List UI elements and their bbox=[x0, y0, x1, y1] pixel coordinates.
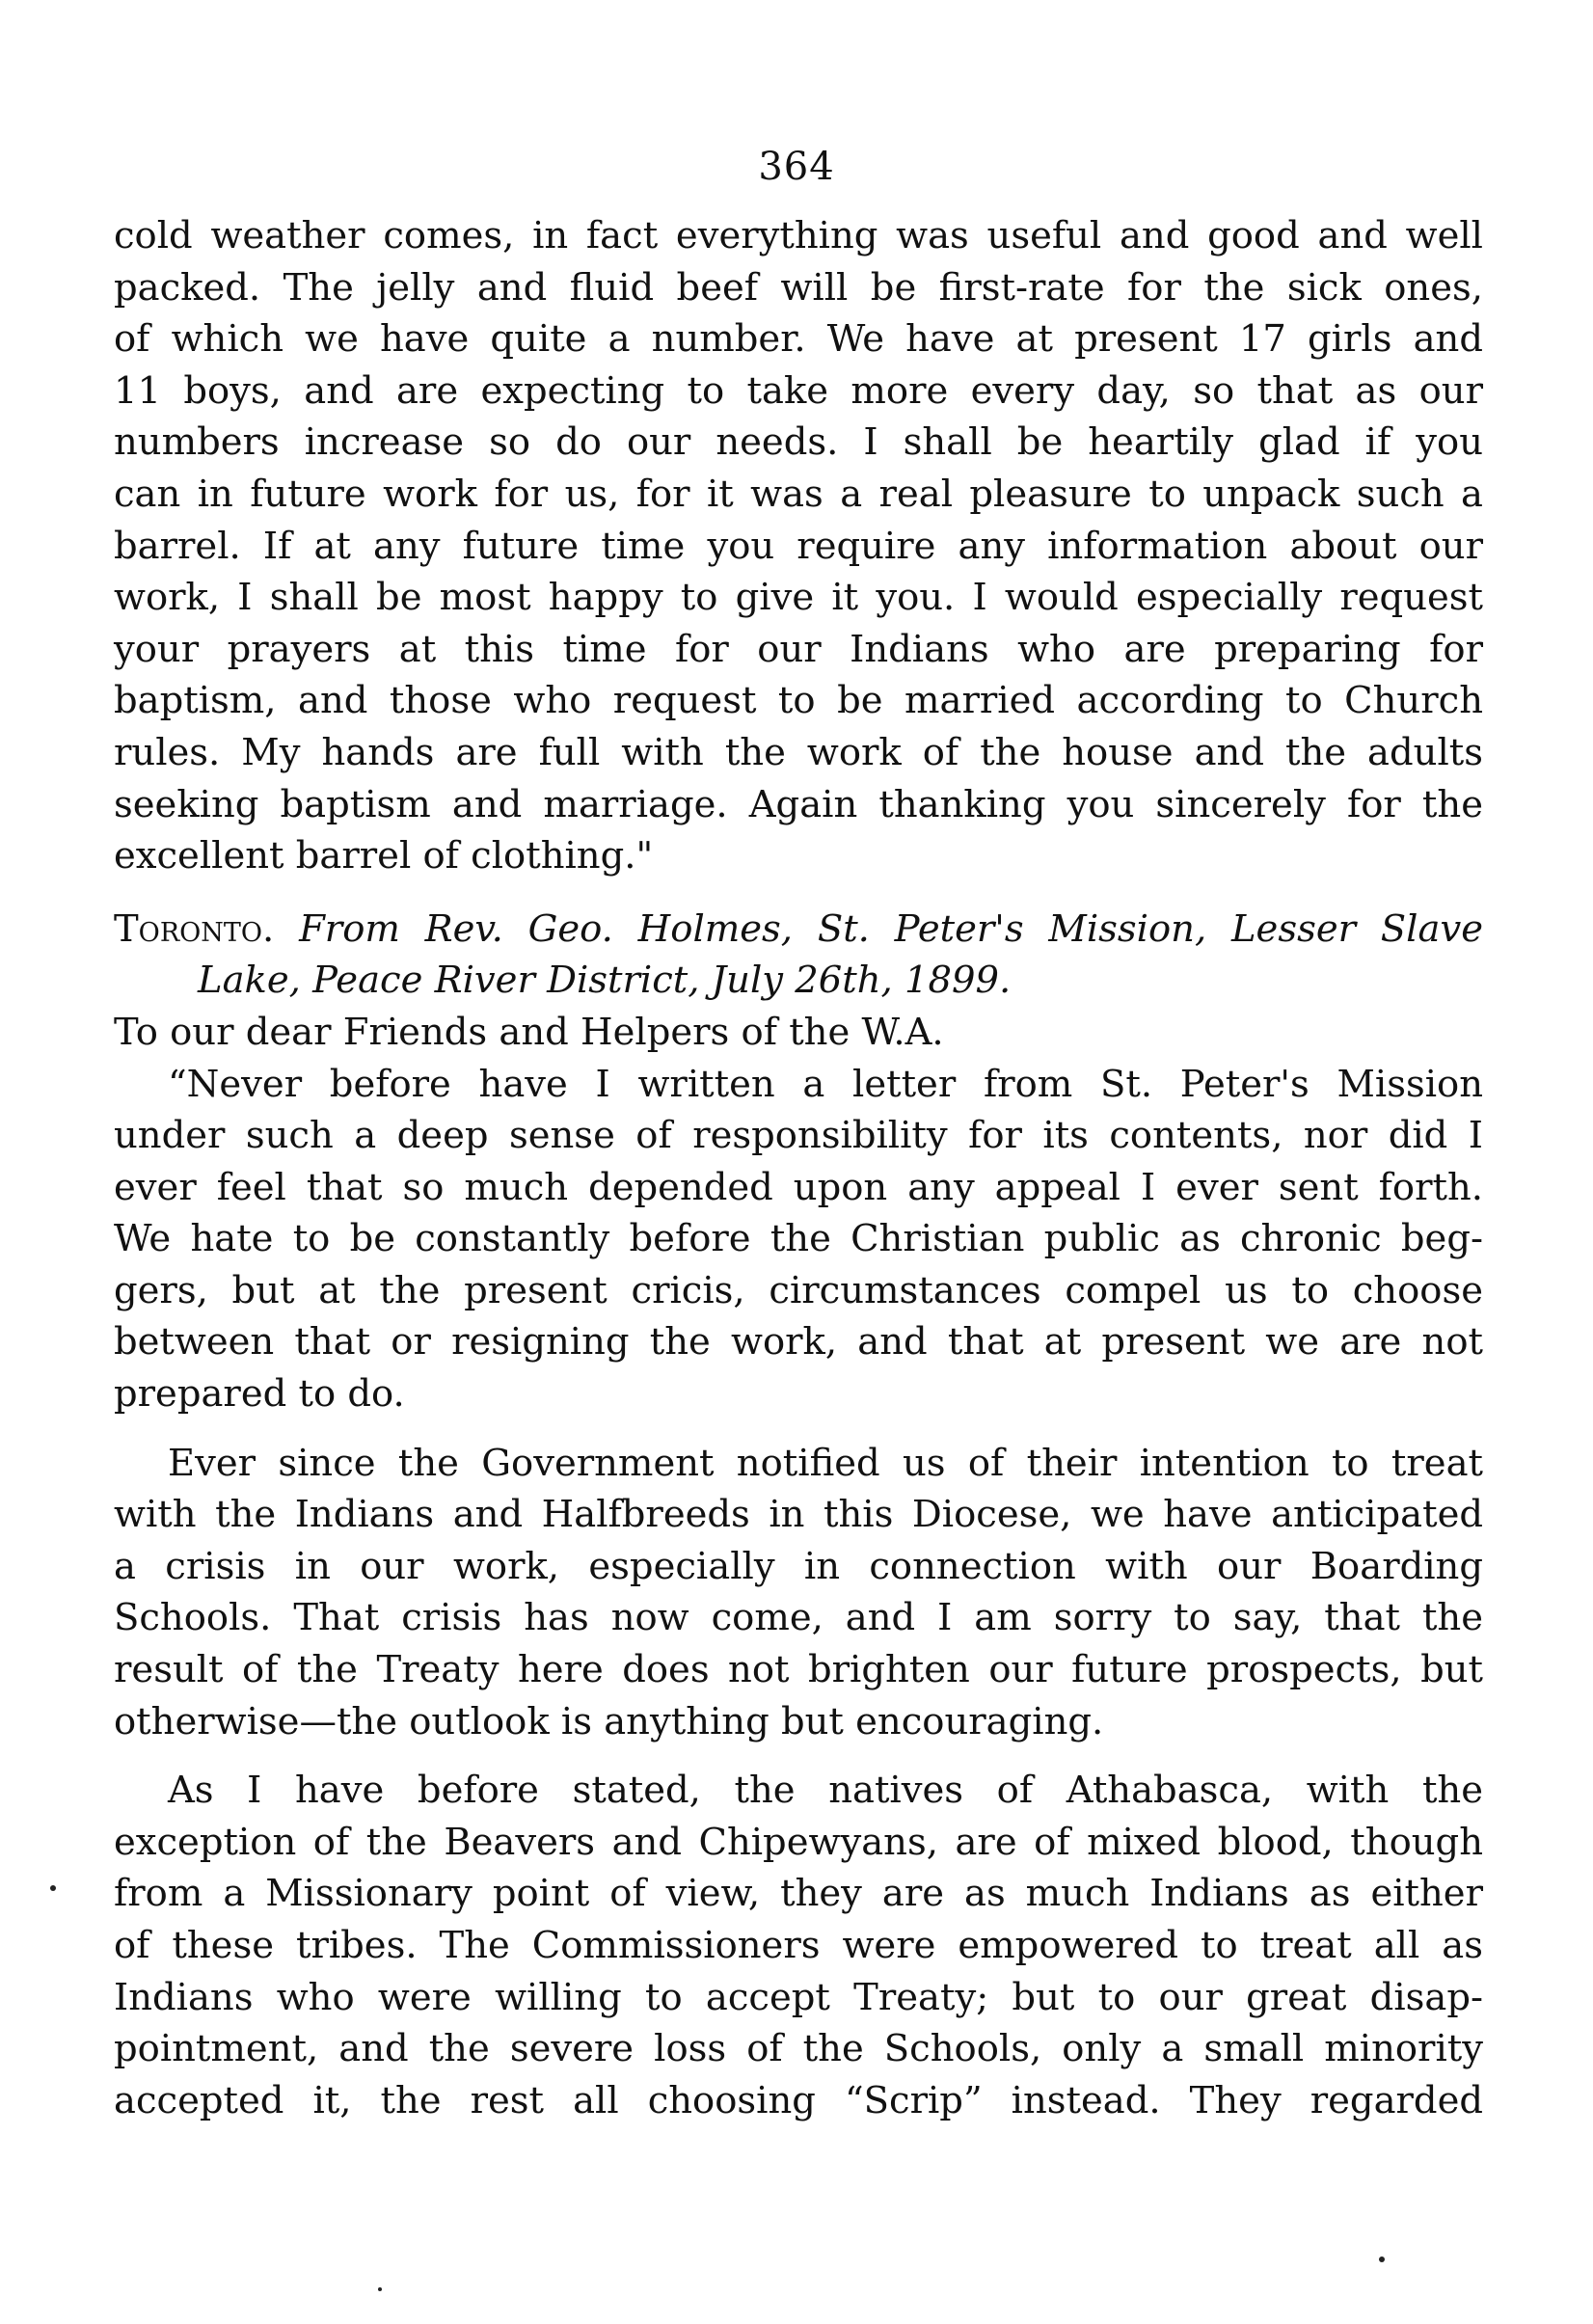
text-line: Schools. That crisis has now come, and I am sorry to say, that the bbox=[114, 1596, 1483, 1640]
text-line: packed. The jelly and fluid beef will be first-rate for the sick ones, bbox=[114, 265, 1483, 310]
text-line: baptism, and those who request to be married according to Church bbox=[114, 679, 1483, 723]
text-line: of these tribes. The Commissioners were empowered to treat all as bbox=[114, 1924, 1483, 1967]
text-line: “Never before have I written a letter from St. Peter's Mission bbox=[168, 1062, 1483, 1106]
paragraph-letter-continuation bbox=[114, 210, 1483, 882]
spacer bbox=[114, 1747, 1483, 1765]
text-line: Ever since the Government notified us of their intention to treat bbox=[168, 1441, 1483, 1485]
salutation: To our dear Friends and Helpers of the W.A. bbox=[114, 1010, 944, 1054]
page-body bbox=[114, 210, 1483, 2126]
paragraph-government-treaty bbox=[114, 1438, 1483, 1748]
source-place: Toronto. bbox=[114, 906, 275, 951]
text-line: rules. My hands are full with the work of the house and the adults bbox=[114, 730, 1483, 774]
text-line: seeking baptism and marriage. Again thanking you sincerely for the bbox=[114, 782, 1483, 826]
text-line: of which we have quite a number. We have at present 17 girls and bbox=[114, 317, 1483, 362]
text-line: We hate to be constantly before the Christian public as chronic beg- bbox=[114, 1217, 1483, 1261]
text-line: between that or resigning the work, and that at present we are not bbox=[114, 1320, 1483, 1365]
text-line: ever feel that so much depended upon any appeal I ever sent forth. bbox=[114, 1165, 1483, 1209]
spacer bbox=[114, 882, 1483, 904]
text-line: exception of the Beavers and Chipewyans, are of mixed blood, though bbox=[114, 1820, 1483, 1864]
text-line: 11 boys, and are expecting to take more every day, so that as our bbox=[114, 368, 1483, 413]
source-details-continued: Lake, Peace River District, July 26th, 1899. bbox=[198, 959, 1012, 1003]
text-line: Indians who were willing to accept Treaty; but to our great disap- bbox=[114, 1975, 1483, 2019]
text-line: can in future work for us, for it was a real pleasure to unpack such a bbox=[114, 472, 1483, 516]
spacer bbox=[114, 1420, 1483, 1438]
text-line: pointment, and the severe loss of the Schools, only a small minority bbox=[114, 2027, 1483, 2071]
text-line: accepted it, the rest all choosing “Scrip” instead. They regarded bbox=[114, 2078, 1483, 2122]
letter-source-heading bbox=[114, 904, 1483, 1007]
paragraph-athabasca bbox=[114, 1765, 1483, 2126]
text-line: prepared to do. bbox=[114, 1372, 405, 1417]
text-line: result of the Treaty here does not brighten our future prospects, but bbox=[114, 1648, 1483, 1692]
print-speck bbox=[1379, 2256, 1385, 2262]
text-line: from a Missionary point of view, they are as much Indians as either bbox=[114, 1872, 1483, 1916]
print-speck bbox=[378, 2287, 382, 2291]
text-line: work, I shall be most happy to give it you. I would especially request bbox=[114, 576, 1483, 620]
text-line: a crisis in our work, especially in connection with our Boarding bbox=[114, 1544, 1483, 1588]
text-line: with the Indians and Halfbreeds in this Diocese, we have anticipated bbox=[114, 1493, 1483, 1537]
text-line: excellent barrel of clothing." bbox=[114, 834, 654, 878]
source-line bbox=[114, 904, 1483, 956]
text-line: barrel. If at any future time you require any information about our bbox=[114, 524, 1483, 568]
text-line: numbers increase so do our needs. I shall be heartily glad if you bbox=[114, 420, 1483, 465]
text-line: cold weather comes, in fact everything was useful and good and well bbox=[114, 214, 1483, 257]
page-number: 364 bbox=[758, 145, 835, 189]
text-line: otherwise—the outlook is anything but encouraging. bbox=[114, 1699, 1104, 1743]
text-line: As I have before stated, the natives of Athabasca, with the bbox=[168, 1769, 1483, 1813]
source-details: From Rev. Geo. Holmes, St. Peter's Mission, Lesser Slave bbox=[299, 906, 1483, 951]
text-line: under such a deep sense of responsibility for its contents, nor did I bbox=[114, 1114, 1483, 1158]
text-line: your prayers at this time for our Indians who are preparing for bbox=[114, 627, 1483, 671]
print-speck bbox=[50, 1885, 56, 1891]
text-line: gers, but at the present cricis, circumstances compel us to choose bbox=[114, 1268, 1483, 1312]
paragraph-opening bbox=[114, 1059, 1483, 1420]
